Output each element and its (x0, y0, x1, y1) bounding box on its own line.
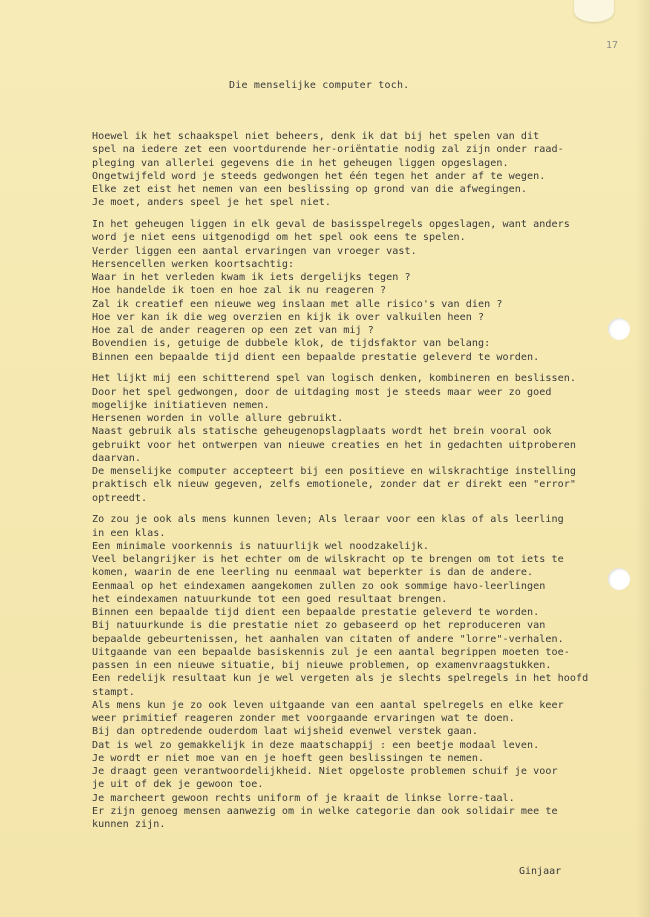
text-line: Hoewel ik het schaakspel niet beheers, denk ik dat bij het spelen van dit (92, 131, 540, 142)
text-line: Bij dan optredende ouderdom laat wijsheid evenwel verstek gaan. (92, 726, 478, 738)
text-line: spel na iedere zet een voortdurende her-oriëntatie nodig zal zijn onder raad- (92, 144, 564, 156)
text-line: Je draagt geen verantwoordelijkheid. Niet opgeloste problemen schuif je voor (92, 766, 558, 777)
paragraph (92, 130, 617, 210)
document-body (92, 130, 617, 840)
text-line: stampt. (92, 686, 135, 698)
paragraph (92, 372, 617, 505)
text-line: In het geheugen liggen in elk geval de basisspelregels opgeslagen, want anders (92, 219, 570, 230)
paragraph (92, 513, 617, 831)
text-line: pleging van allerlei gegevens die in het geheugen liggen opgeslagen. (92, 157, 509, 169)
text-line: mogelijke initiatieven nemen. (92, 399, 270, 411)
text-line: je uit of dek je gewoon toe. (92, 779, 264, 791)
paragraph (92, 218, 617, 364)
text-line: Je marcheert gewoon rechts uniform of je kraait de linkse lorre-taal. (92, 792, 515, 804)
text-line: passen in een nieuwe situatie, bij nieuwe problemen, op examenvraagstukken. (92, 660, 552, 671)
text-line: Hoe handelde ik toen en hoe zal ik nu reageren ? (92, 285, 387, 297)
text-line: Zal ik creatief een nieuwe weg inslaan met alle risico's van dien ? (92, 298, 503, 310)
text-line: het eindexamen natuurkunde tot een goed resultaat brengen. (92, 593, 448, 605)
text-line: Uitgaande van een bepaalde basiskennis zul je een aantal begrippen moeten toe- (92, 646, 570, 658)
text-line: Een redelijk resultaat kun je wel vergeten als je slechts spelregels in het hoofd (92, 673, 589, 685)
staple-tear (574, 0, 614, 22)
text-line: Binnen een bepaalde tijd dient een bepaalde prestatie geleverd te worden. (92, 351, 540, 363)
text-line: weer primitief reageren zonder met voorgaande ervaringen wat te doen. (92, 713, 515, 724)
text-line: Zo zou je ook als mens kunnen leven; Als leraar voor een klas of als leerling (92, 514, 564, 526)
text-line: daarvan. (92, 452, 142, 464)
text-line: Ongetwijfeld word je steeds gedwongen het één tegen het ander af te wegen. (92, 170, 546, 182)
text-line: gebruikt voor het ontwerpen van nieuwe creaties en het in gedachten uitproberen (92, 439, 577, 451)
text-line: word je niet eens uitgenodigd om het spel ook eens te spelen. (92, 232, 466, 244)
text-line: Bij natuurkunde is die prestatie niet zo gebaseerd op het reproduceren van (92, 620, 546, 632)
text-line: komen, waarin de ene leerling nu eenmaal wat beperkter is dan de andere. (92, 567, 534, 579)
text-line: Eenmaal op het eindexamen aangekomen zullen zo ook sommige havo-leerlingen (92, 580, 546, 592)
text-line: Door het spel gedwongen, door de uitdaging most je steeds maar weer zo goed (92, 386, 552, 398)
text-line: Naast gebruik als statische geheugenopslagplaats wordt het brein vooral ook (92, 426, 552, 438)
text-line: Je wordt er niet moe van en je hoeft geen beslissingen te nemen. (92, 752, 485, 764)
text-line: Het lijkt mij een schitterend spel van logisch denken, kombineren en beslissen. (92, 373, 577, 385)
text-line: bepaalde gebeurtenissen, het aanhalen van citaten of andere "lorre"-verhalen. (92, 633, 564, 645)
page-corner-mark: 17 (605, 40, 618, 51)
text-line: Elke zet eist het nemen van een beslissing op grond van die afwegingen. (92, 184, 528, 195)
author-signature: Ginjaar (519, 866, 562, 877)
text-line: in een klas. (92, 527, 166, 539)
text-line: Waar in het verleden kwam ik iets dergelijks tegen ? (92, 272, 411, 283)
text-line: Hersenen worden in volle allure gebruikt. (92, 413, 344, 424)
text-line: Dat is wel zo gemakkelijk in deze maatschappij : een beetje modaal leven. (92, 739, 540, 751)
text-line: Als mens kun je zo ook leven uitgaande van een aantal spelregels en elke keer (92, 699, 564, 711)
text-line: Verder liggen een aantal ervaringen van vroeger vast. (92, 245, 417, 257)
text-line: Hersencellen werken koortsachtig: (92, 258, 295, 270)
text-line: Je moet, anders speel je het spel niet. (92, 197, 331, 209)
document-title: Die menselijke computer toch. (229, 80, 410, 91)
text-line: Er zijn genoeg mensen aanwezig om in welke categorie dan ook solidair mee te (92, 805, 558, 817)
text-line: praktisch elk nieuw gegeven, zelfs emotionele, zonder dat er direkt een "error" (92, 479, 577, 491)
text-line: Binnen een bepaalde tijd dient een bepaalde prestatie geleverd te worden. (92, 607, 540, 618)
text-line: Veel belangrijker is het echter om de wilskracht op te brengen om tot iets te (92, 554, 564, 565)
text-line: Hoe zal de ander reageren op een zet van mij ? (92, 325, 374, 336)
text-line: De menselijke computer accepteert bij een positieve en wilskrachtige instelling (92, 466, 577, 477)
page-edge-shadow (636, 0, 650, 917)
text-line: Een minimale voorkennis is natuurlijk wel noodzakelijk. (92, 540, 429, 552)
text-line: Hoe ver kan ik die weg overzien en kijk ik over valkuilen heen ? (92, 311, 485, 323)
text-line: Bovendien is, getuige de dubbele klok, de tijdsfaktor van belang: (92, 338, 491, 350)
text-line: kunnen zijn. (92, 819, 166, 830)
text-line: optreedt. (92, 492, 148, 504)
